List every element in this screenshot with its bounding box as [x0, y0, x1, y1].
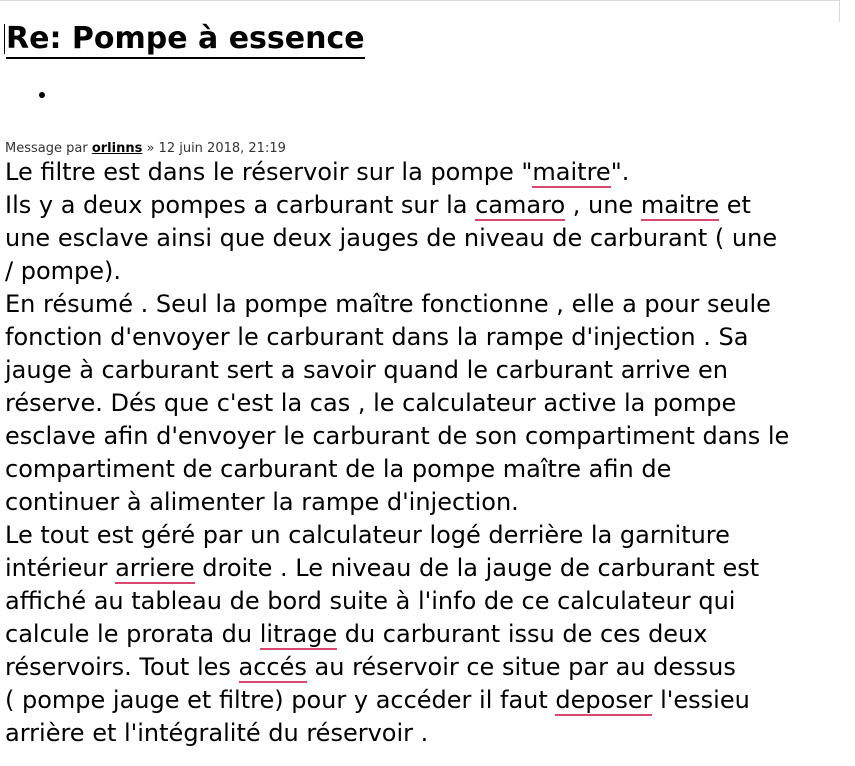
- spellcheck-flagged-word: maitre: [640, 191, 720, 219]
- post-date: 12 juin 2018, 21:19: [158, 141, 286, 156]
- content-text: et: [719, 191, 751, 219]
- post-title: [6, 19, 365, 59]
- content-text: jauge à carburant sert a savoir quand le carburant arrive en: [5, 356, 728, 384]
- list-bullet: [39, 92, 45, 98]
- content-text: En résumé . Seul la pompe maître fonctionne , elle a pour seule: [5, 290, 771, 318]
- content-line: [5, 717, 850, 750]
- content-text: arrière et l'intégralité du réservoir .: [5, 719, 429, 747]
- spellcheck-flagged-word: camaro: [475, 191, 566, 219]
- content-text: / pompe).: [5, 257, 122, 285]
- content-line: [5, 453, 850, 486]
- content-line: [5, 288, 850, 321]
- content-line: [5, 486, 850, 519]
- content-text: au réservoir ce situe par au dessus: [306, 653, 736, 681]
- post-title-link[interactable]: Re: Pompe à essence: [6, 21, 365, 59]
- content-text: droite . Le niveau de la jauge de carburant est: [194, 554, 760, 582]
- content-text: du carburant issu de ces deux: [337, 620, 708, 648]
- content-line: [5, 222, 850, 255]
- spellcheck-flagged-word: accés: [238, 653, 307, 681]
- text-caret: [4, 24, 5, 54]
- content-text: une esclave ainsi que deux jauges de niveau de carburant ( une: [5, 224, 778, 252]
- byline-separator: »: [142, 141, 159, 156]
- content-line: [5, 321, 850, 354]
- author-link[interactable]: orlinns: [91, 141, 143, 156]
- spellcheck-flagged-word: arriere: [115, 554, 195, 582]
- frame-right-border: [839, 0, 840, 22]
- content-text: Le tout est géré par un calculateur logé derrière la garniture: [5, 521, 730, 549]
- content-text: continuer à alimenter la rampe d'injection.: [5, 488, 519, 516]
- content-line: [5, 585, 850, 618]
- content-text: ( pompe jauge et filtre) pour y accéder il faut: [5, 686, 556, 714]
- content-line: [5, 255, 850, 288]
- frame-top-border: [0, 0, 840, 1]
- content-text: l'essieu: [652, 686, 750, 714]
- post-content[interactable]: [5, 156, 850, 750]
- spellcheck-flagged-word: deposer: [555, 686, 653, 714]
- content-text: affiché au tableau de bord suite à l'info de ce calculateur qui: [5, 587, 736, 615]
- content-line: [5, 420, 850, 453]
- byline-prefix: Message par: [5, 141, 92, 156]
- spellcheck-flagged-word: litrage: [259, 620, 338, 648]
- content-line: [5, 552, 850, 585]
- content-text: calcule le prorata du: [5, 620, 260, 648]
- content-line: [5, 618, 850, 651]
- post-byline: [5, 141, 286, 157]
- content-text: réserve. Dés que c'est la cas , le calculateur active la pompe: [5, 389, 737, 417]
- content-line: [5, 684, 850, 717]
- content-text: intérieur: [5, 554, 116, 582]
- content-text: Le filtre est dans le réservoir sur la pompe ": [5, 158, 533, 186]
- content-text: Ils y a deux pompes a carburant sur la: [5, 191, 476, 219]
- content-text: fonction d'envoyer le carburant dans la rampe d'injection . Sa: [5, 323, 749, 351]
- content-text: ".: [610, 158, 630, 186]
- content-line: [5, 387, 850, 420]
- content-text: compartiment de carburant de la pompe maître afin de: [5, 455, 672, 483]
- content-line: [5, 519, 850, 552]
- spellcheck-flagged-word: maitre: [532, 158, 611, 186]
- content-text: réservoirs. Tout les: [5, 653, 239, 681]
- content-line: [5, 651, 850, 684]
- content-line: [5, 354, 850, 387]
- content-text: , une: [565, 191, 641, 219]
- content-text: esclave afin d'envoyer le carburant de son compartiment dans le: [5, 422, 790, 450]
- content-line: [5, 189, 850, 222]
- content-line: [5, 156, 850, 189]
